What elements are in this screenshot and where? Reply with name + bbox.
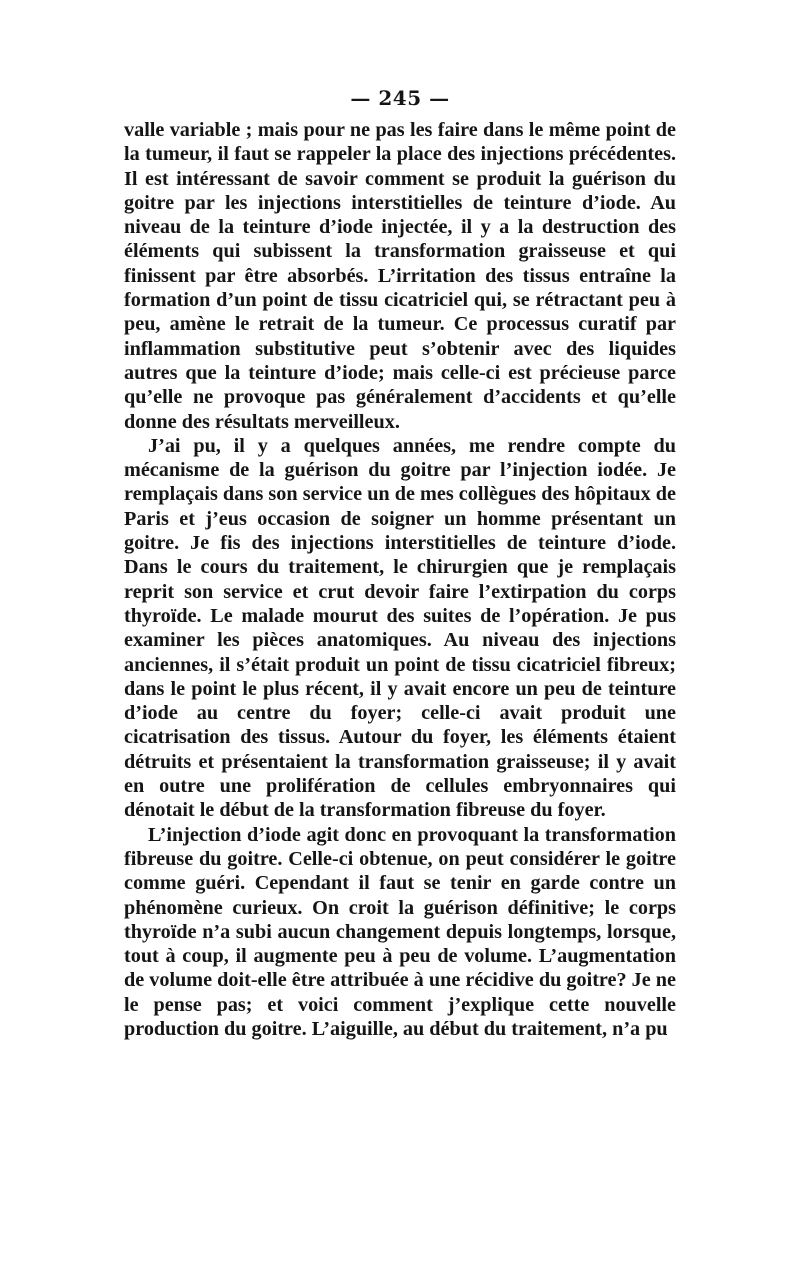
- paragraph-2: J’ai pu, il y a quelques années, me rendre compte du mécanisme de la guérison du goitre par l’injection iodée. Je remplaçais dans son service un de mes collègues des hôpitaux de Paris et j’eus occasion de soigner un homme présentant un goitre. Je fis des injections interstitielles de teinture d’iode. Dans le cours du traitement, le chirurgien que je remplaçais reprit son service et crut devoir faire l’extirpation du corps thyroïde. Le malade mourut des suites de l’opération. Je pus examiner les pièces anatomiques. Au niveau des injections anciennes, il s’était produit un point de tissu cicatriciel fibreux; dans le point le plus récent, il y avait encore un peu de teinture d’iode au centre du foyer; celle-ci avait produit une cicatrisation des tissus. Autour du foyer, les éléments étaient détruits et présentaient la transformation graisseuse; il y avait en outre une prolifération de cellules embryonnaires qui dénotait le début de la transformation fibreuse du foyer.: [124, 434, 676, 822]
- page-number: — 245 —: [350, 86, 450, 110]
- paragraph-1: valle variable ; mais pour ne pas les faire dans le même point de la tumeur, il faut se rappeler la place des injections précédentes. Il est intéressant de savoir comment se produit la guérison du goitre par les injections interstitielles de teinture d’iode. Au niveau de la teinture d’iode injectée, il y a la destruction des éléments qui subissent la transformation graisseuse et qui finissent par être absorbés. L’irritation des tissus entraîne la formation d’un point de tissu cicatriciel qui, se rétractant peu à peu, amène le retrait de la tumeur. Ce processus curatif par inflammation substitutive peut s’obtenir avec des liquides autres que la teinture d’iode; mais celle-ci est précieuse parce qu’elle ne provoque pas généralement d’accidents et qu’elle donne des résultats merveilleux.: [124, 119, 676, 433]
- body-text: [124, 118, 676, 1041]
- paragraph-3: L’injection d’iode agit donc en provoquant la transformation fibreuse du goitre. Celle-ci obtenue, on peut considérer le goitre comme guéri. Cependant il faut se tenir en garde contre un phénomène curieux. On croit la guérison définitive; le corps thyroïde n’a subi aucun changement depuis longtemps, lorsque, tout à coup, il augmente peu à peu de volume. L’augmentation de volume doit-elle être attribuée à une récidive du goitre? Je ne le pense pas; et voici comment j’explique cette nouvelle production du goitre. L’aiguille, au début du traitement, n’a pu: [124, 823, 676, 1040]
